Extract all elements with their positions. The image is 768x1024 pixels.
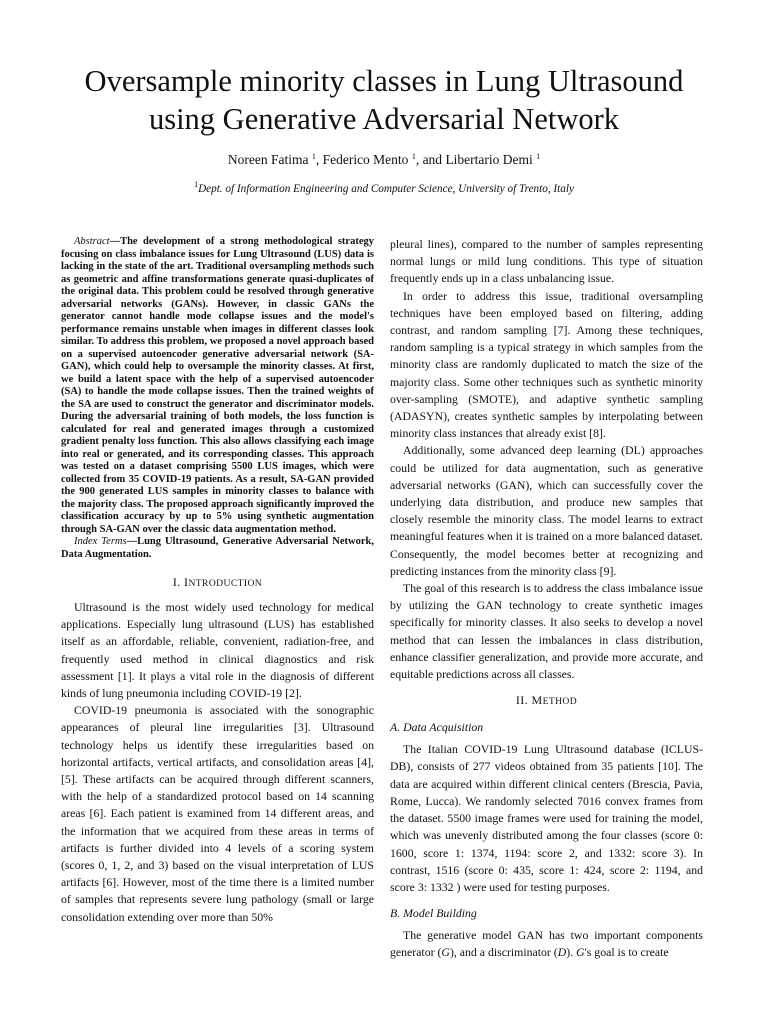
index-terms (61, 536, 374, 561)
abstract-dash: — (109, 236, 121, 247)
index-terms-label: Index Terms (74, 536, 127, 547)
body-paragraph: The Italian COVID-19 Lung Ultrasound database (ICLUS-DB), consists of 277 videos obtained from 35 patients [10]. The data are acquired within different clinical centers (Brescia, Pavia, Rome, Lucca). We randomly selected 7016 convex frames from the dataset. 5500 image frames were used for training the model, which was unevenly distributed among the four classes (score 0: 1600, score 1: 1374, 1194: score 2, and 1332: score 3). In contrast, 1516 (score 0: 435, score 1: 424, score 2: 1194, and score 3: 1332 ) were used for testing purposes. (390, 742, 703, 894)
body-paragraph: In order to address this issue, traditional oversampling techniques have been employed based on filtering, adding contrast, and random sampling [7]. Among these techniques, random sampling is a typical strategy in which samples from the minority class are randomly duplicated to match the size of the majority class. Some other techniques such as synthetic minority over-sampling (SMOTE), and adaptive synthetic sampling (ADASYN), creates synthetic samples by interpolating between minority class instances that already exist [8]. (390, 288, 703, 441)
introduction-body-left (61, 599, 374, 926)
left-column (61, 236, 374, 926)
math-symbol-g: G (441, 945, 450, 960)
body-paragraph: The goal of this research is to address the class imbalance issue by utilizing the GAN technology to create synthetic images specifically for minority classes. It also seeks to develop a novel method that can lessen the imbalances in class distribution, enhance classifier generalization, and provide more accurate, and equitable predictions across all classes. (390, 581, 703, 682)
model-building-body (390, 927, 703, 961)
text-run: ), and a discriminator ( (449, 945, 558, 960)
body-paragraph-continued: pleural lines), compared to the number of samples representing normal lungs or mild lung conditions. This type of situation frequently ends up in a class unbalancing issue. (390, 237, 703, 286)
affiliation-mark: 1 (194, 180, 199, 189)
section-initial: M (531, 693, 543, 708)
section-number: II. (515, 693, 532, 708)
author-affiliation-mark: 1 (311, 152, 316, 161)
section-number: I. (172, 575, 185, 589)
data-acquisition-body (390, 741, 703, 896)
subsection-heading-data-acquisition: A. Data Acquisition (390, 720, 484, 735)
math-symbol-d: D (557, 945, 567, 960)
body-paragraph (390, 927, 703, 961)
body-paragraph: Additionally, some advanced deep learning (DL) approaches could be utilized for data augmentation, such as generative adversarial networks (GAN), which can successfully cover the underlying data distribution, and produce new samples that closely resemble the minority class. The model learns to extract meaningful features when it is trained on a more balanced dataset. Consequently, the model becomes better at recognizing and predicting instances from the minority class [9]. (390, 443, 703, 578)
author-affiliation-mark: 1 (411, 152, 416, 161)
text-run: The generative model GAN has two important components generator ( (390, 928, 703, 960)
affiliation (0, 180, 768, 195)
section-smallcaps: ETHOD (542, 696, 578, 708)
author-separator: , and (415, 152, 446, 167)
introduction-body-right (390, 236, 703, 683)
section-initial: I (184, 575, 189, 589)
paper-title (0, 62, 768, 138)
subsection-heading-model-building: B. Model Building (390, 906, 477, 921)
author-affiliation-mark: 1 (536, 152, 541, 161)
abstract-label: Abstract (74, 236, 110, 247)
index-terms-text: Lung Ultrasound, Generative Adversarial Network, Data Augmentation. (61, 536, 375, 560)
section-smallcaps: NTRODUCTION (188, 578, 263, 589)
body-paragraph: Ultrasound is the most widely used technology for medical applications. Especially lung ultrasound (LUS) has established itself as an affordable, reliable, convenient, radiation-free, and frequently used method in clinical diagnostics and risk assessment [1]. It plays a vital role in the diagnosis of different kinds of lung pneumonia including COVID-19 [2]. (61, 600, 374, 701)
abstract-paragraph (61, 236, 374, 536)
math-symbol-g: G (576, 945, 585, 960)
author-name: Federico Mento (322, 152, 409, 167)
author-name: Noreen Fatima (227, 152, 309, 167)
title-line-1: Oversample minority classes in Lung Ultrasound (84, 64, 684, 98)
author-list (0, 152, 768, 168)
right-column (390, 236, 703, 962)
section-heading-method (390, 693, 703, 708)
section-heading-introduction (61, 575, 374, 590)
author-name: Libertario Demi (445, 152, 533, 167)
author-separator: , (315, 152, 323, 167)
text-run: 's goal is to create (584, 945, 669, 960)
title-line-2: using Generative Adversarial Network (148, 102, 620, 136)
index-terms-dash: — (126, 536, 138, 547)
abstract (61, 236, 374, 561)
affiliation-text: Dept. of Information Engineering and Computer Science, University of Trento, Italy (198, 183, 574, 195)
abstract-text: The development of a strong methodological strategy focusing on class imbalance issues for Lung Ultrasound (LUS) data is lacking in the state of the art. Traditional oversampling methods such as geometric and affine transformations generate quasi-duplicates of the original data. This problem could be resolved through generative adversarial networks (GANs). However, in classic GANs the generator cannot handle mode collapse issues and the model's performance remains unstable when images in different classes look similar. To address this problem, we proposed a novel approach based on a supervised autoencoder generative adversarial network (SA-GAN), which could help to oversample the minority classes. At first, we build a latent space with the help of a supervised autoencoder (SA) to handle the mode collapse issues. Then the trained weights of the SA are used to construct the generator and discriminator models. During the adversarial training of both models, the loss function is calculated for real and generated images through a customized gradient penalty loss function. This also allows classifying each image into real or generated, and its corresponding classes. This approach was tested on a dataset comprising 5500 LUS images, which were collected from 35 COVID-19 patients. As a result, SA-GAN provided the 900 generated LUS samples in minority classes to balance with the majority class. The proposed approach significantly improved the classification accuracy by up to 5% using synthetic augmentation through SA-GAN over the classic data augmentation method. (61, 236, 374, 535)
body-paragraph: COVID-19 pneumonia is associated with the sonographic appearances of pleural line irregularities [3]. Ultrasound technology helps us identify these irregularities based on horizontal artifacts, vertical artifacts, and consolidation areas [4], [5]. These artifacts can be acquired through different scanners, with the help of a standardized protocol based on 14 scanning areas [6]. Each patient is examined from 14 different areas, and the information that we acquired from these areas in terms of artifacts is further divided into 4 levels of a scoring system (scores 0, 1, 2, and 3) based on the visual interpretation of LUS artifacts [6]. However, most of the time there is a limited number of samples that represents severe lung pathology (small or large consolidation extending over more than 50% (61, 703, 374, 924)
text-run: ). (566, 945, 577, 960)
